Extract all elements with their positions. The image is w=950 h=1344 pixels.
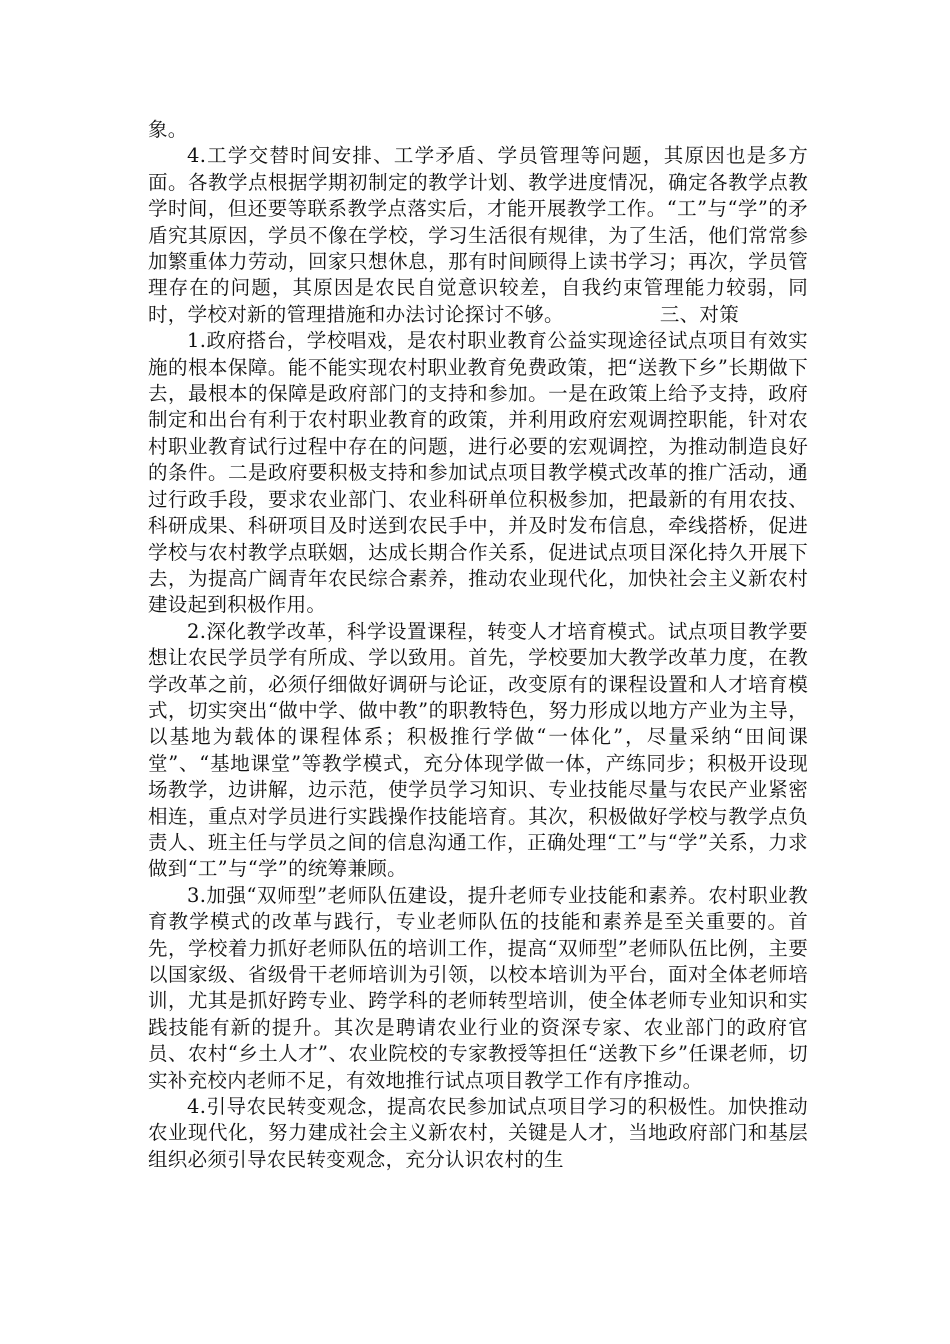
- section-heading: 三、对策: [659, 302, 740, 326]
- paragraph-2: 1.政府搭台，学校唱戏，是农村职业教育公益实现途径试点项目有效实施的根本保障。能不能实现农村职业教育免费政策，把“送教下乡”长期做下去，最根本的保障是政府部门的支持和参加。一是在政策上给予支持，政府制定和出台有利于农村职业教育的政策，并利用政府宏观调控职能，针对农村职业教育试行过程中存在的问题，进行必要的宏观调控，为推动制造良好的条件。二是政府要积极支持和参加试点项目教学模式改革的推广活动，通过行政手段，要求农业部门、农业科研单位积极参加，把最新的有用农技、科研成果、科研项目及时送到农民手中，并及时发布信息，牵线搭桥，促进学校与农村教学点联姻，达成长期合作关系，促进试点项目深化持久开展下去，为提高广阔青年农民综合素养，推动农业现代化，加快社会主义新农村建设起到积极作用。: [148, 329, 808, 617]
- paragraph-5: 4.引导农民转变观念，提高农民参加试点项目学习的积极性。加快推动农业现代化，努力建成社会主义新农村，关键是人才，当地政府部门和基层组织必须引导农民转变观念，充分认识农村的生: [148, 1095, 808, 1171]
- paragraph-1: [148, 143, 808, 328]
- paragraph-0: 象。: [148, 118, 188, 141]
- paragraph-3: 2.深化教学改革，科学设置课程，转变人才培育模式。试点项目教学要想让农民学员学有所成、学以致用。首先，学校要加大教学改革力度，在教学改革之前，必须仔细做好调研与论证，改变原有的课程设置和人才培育模式，切实突出“做中学、做中教”的职教特色，努力形成以地方产业为主导，以基地为载体的课程体系；积极推行学做“一体化”，尽量采纳“田间课堂”、“基地课堂”等教学模式，充分体现学做一体，产练同步；积极开设现场教学，边讲解，边示范，使学员学习知识、专业技能尽量与农民产业紧密相连，重点对学员进行实践操作技能培育。其次，积极做好学校与教学点负责人、班主任与学员之间的信息沟通工作，正确处理“工”与“学”关系，力求做到“工”与“学”的统筹兼顾。: [148, 619, 808, 881]
- document-body: [148, 117, 808, 1173]
- paragraph-4: 3.加强“双师型”老师队伍建设，提升老师专业技能和素养。农村职业教育教学模式的改革与践行，专业老师队伍的技能和素养是至关重要的。首先，学校着力抓好老师队伍的培训工作，提高“双师型”老师队伍比例，主要以国家级、省级骨干老师培训为引领，以校本培训为平台，面对全体老师培训，尤其是抓好跨专业、跨学科的老师转型培训，使全体老师专业知识和实践技能有新的提升。其次是聘请农业行业的资深专家、农业部门的政府官员、农村“乡土人才”、农业院校的专家教授等担任“送教下乡”任课老师，切实补充校内老师不足，有效地推行试点项目教学工作有序推动。: [148, 883, 808, 1092]
- paragraph-1-text: 4.工学交替时间安排、工学矛盾、学员管理等问题，其原因也是多方面。各教学点根据学期初制定的教学计划、教学进度情况，确定各教学点教学时间，但还要等联系教学点落实后，才能开展教学工作。“工”与“学”的矛盾究其原因，学员不像在学校，学习生活很有规律，为了生活，他们常常参加繁重体力劳动，回家只想休息，那有时间顾得上读书学习；再次，学员管理存在的问题，其原因是农民自觉意识较差，自我约束管理能力较弱，同时，学校对新的管理措施和办法讨论探讨不够。: [148, 144, 808, 326]
